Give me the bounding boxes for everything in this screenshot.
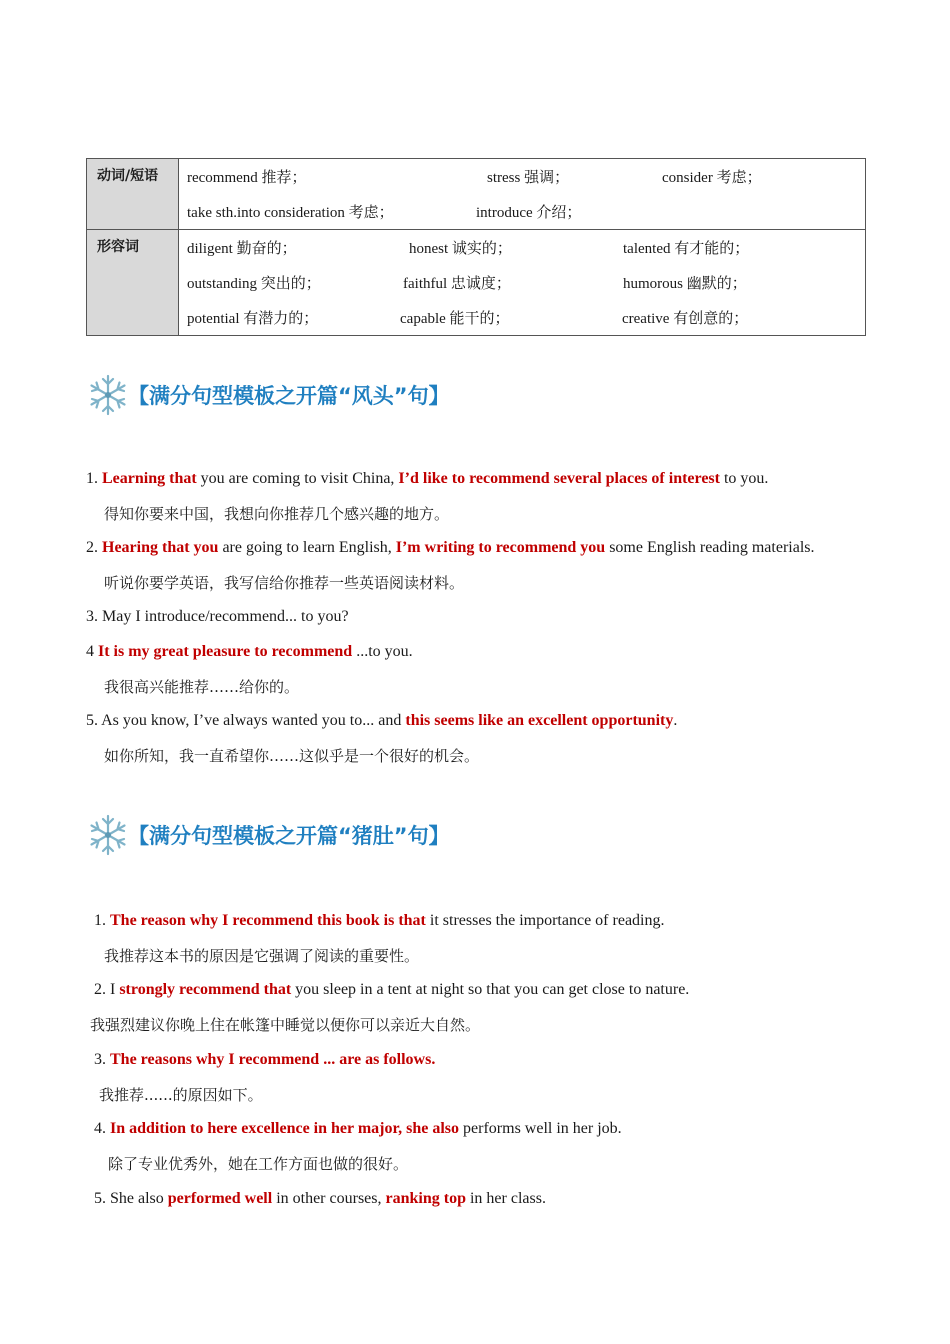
translation-5: 如你所知，我一直希望你……这似乎是一个很好的机会。: [104, 747, 480, 765]
translation-2: 我强烈建议你晚上住在帐篷中睡觉以便你可以亲近大自然。: [90, 1016, 481, 1034]
vocab-item: faithful 忠诚度；: [403, 276, 511, 292]
translation-4: 我很高兴能推荐……给你的。: [104, 678, 300, 696]
sentence-5: 5. As you know, I’ve always wanted you to... and this seems like an excellent opportunity.: [86, 712, 678, 729]
vocab-item: consider 考虑；: [662, 170, 762, 186]
section-heading-opening: [86, 370, 450, 420]
vocab-item: diligent 勤奋的；: [187, 241, 297, 257]
vocab-item: potential 有潜力的；: [187, 311, 319, 327]
sentence-2: 2. I strongly recommend that you sleep in a tent at night so that you can get close to nature.: [94, 981, 690, 998]
section-title: 【满分句型模板之开篇“风头”句】: [128, 384, 450, 408]
adjectives-cells: [179, 230, 866, 336]
snowflake-icon: [86, 373, 130, 417]
vocab-item: honest 诚实的；: [409, 241, 512, 257]
verbs-cells: [179, 159, 866, 230]
verbs-row: [87, 159, 866, 230]
vocab-item: capable 能干的；: [400, 311, 510, 327]
vocab-item: take sth.into consideration 考虑；: [187, 205, 394, 221]
adjectives-label: 形容词: [87, 230, 179, 336]
snowflake-icon: [86, 813, 130, 857]
sentence-1: 1. The reason why I recommend this book is that it stresses the importance of reading.: [94, 912, 665, 929]
sentence-3: 3. The reasons why I recommend ... are as follows.: [94, 1051, 436, 1068]
section-title: 【满分句型模板之开篇“猪肚”句】: [128, 824, 450, 848]
translation-2: 听说你要学英语，我写信给你推荐一些英语阅读材料。: [104, 574, 465, 592]
vocab-item: talented 有才能的；: [623, 241, 750, 257]
sentence-3: 3. May I introduce/recommend... to you?: [86, 608, 349, 625]
sentence-4: 4. In addition to here excellence in her major, she also performs well in her job.: [94, 1120, 622, 1137]
vocab-item: stress 强调；: [487, 170, 570, 186]
vocab-item: recommend 推荐；: [187, 170, 307, 186]
sentence-5: 5. She also performed well in other courses, ranking top in her class.: [94, 1190, 546, 1207]
vocab-item: humorous 幽默的；: [623, 276, 747, 292]
sentence-2: 2. Hearing that you are going to learn English, I’m writing to recommend you some English reading materials.: [86, 539, 815, 556]
sentence-1: 1. Learning that you are coming to visit China, I’d like to recommend several places of interest to you.: [86, 470, 769, 487]
vocab-item: creative 有创意的；: [622, 311, 749, 327]
translation-1: 得知你要来中国，我想向你推荐几个感兴趣的地方。: [104, 505, 450, 523]
translation-4: 除了专业优秀外，她在工作方面也做的很好。: [108, 1155, 409, 1173]
vocab-table: [86, 158, 866, 336]
verbs-label: 动词/短语: [87, 159, 179, 230]
sentence-4: 4 It is my great pleasure to recommend ...to you.: [86, 643, 413, 660]
vocab-item: introduce 介绍；: [476, 205, 582, 221]
section-heading-body: [86, 810, 450, 860]
translation-3: 我推荐......的原因如下。: [99, 1086, 263, 1104]
adjectives-row: [87, 230, 866, 336]
translation-1: 我推荐这本书的原因是它强调了阅读的重要性。: [104, 947, 420, 965]
vocab-item: outstanding 突出的；: [187, 276, 321, 292]
